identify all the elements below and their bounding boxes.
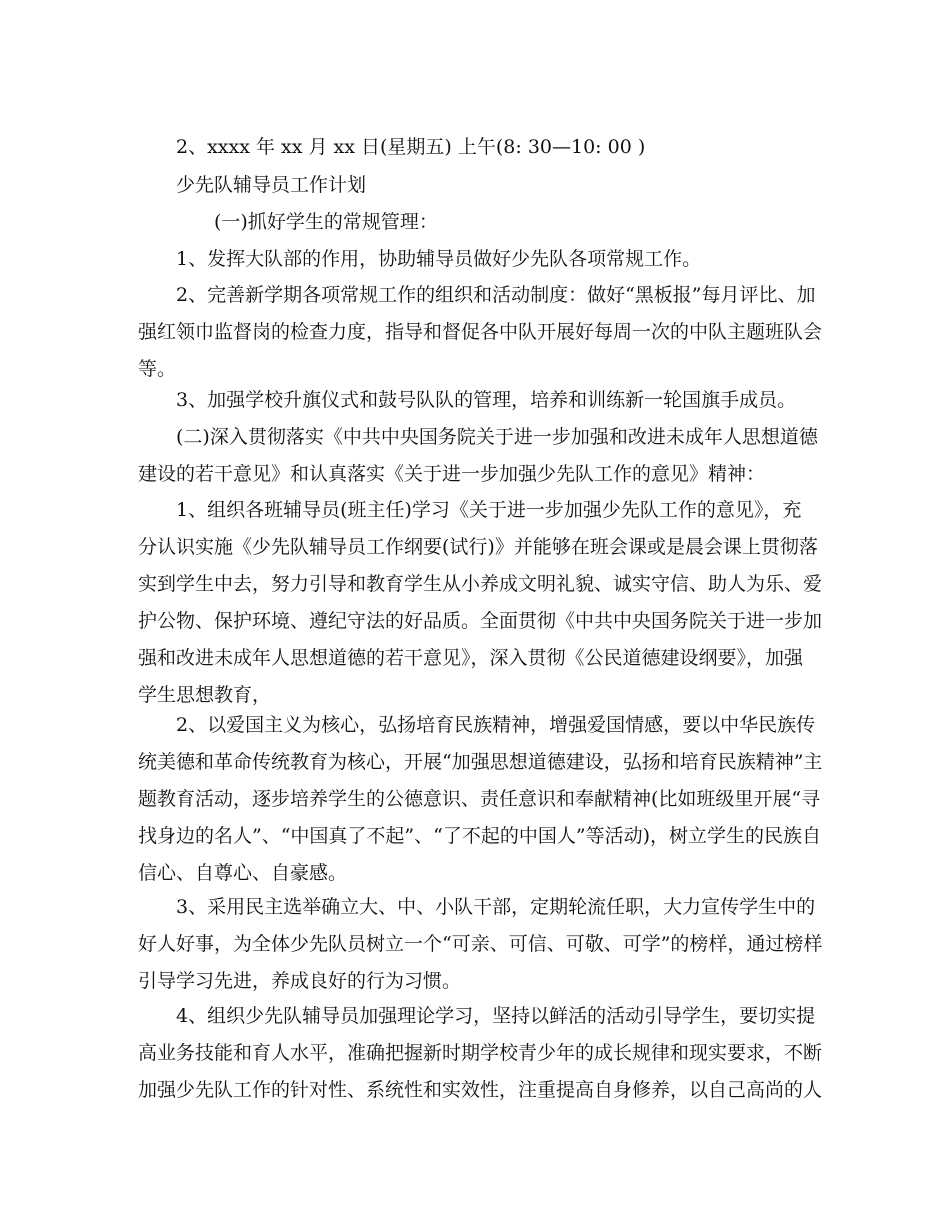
paragraph-section2-item-4 xyxy=(138,998,823,1109)
paragraph-section2-item-1 xyxy=(138,492,823,714)
text-line: 少先队辅导员工作计划 xyxy=(176,174,367,196)
text-line: 3、采用民主选举确立大、中、小队干部，定期轮流任职，大力宣传学生中的 xyxy=(176,896,816,918)
section-heading-2 xyxy=(138,419,818,493)
text-line: 分认识实施《少先队辅导员工作纲要(试行)》并能够在班会课或是晨会课上贯彻落 xyxy=(138,536,818,558)
text-line: 2、完善新学期各项常规工作的组织和活动制度：做好“黑板报”每月评比、加 xyxy=(176,284,816,306)
text-line: 统美德和革命传统教育为核心，开展“加强思想道德建设，弘扬和培育民族精神”主 xyxy=(138,751,823,773)
text-line: 等。 xyxy=(138,358,177,380)
text-line: (二)深入贯彻落实《中共中央国务院关于进一步加强和改进未成年人思想道德 xyxy=(176,426,818,448)
text-line: 题教育活动，逐步培养学生的公德意识、责任意识和奉献精神(比如班级里开展“寻 xyxy=(138,788,821,810)
text-line: 引导学习先进，养成良好的行为习惯。 xyxy=(138,970,462,992)
text-line: 强红领巾监督岗的检查力度，指导和督促各中队开展好每周一次的中队主题班队会 xyxy=(138,321,823,343)
text-line: 信心、自尊心、自豪感。 xyxy=(138,862,348,884)
text-line: 1、发挥大队部的作用，协助辅导员做好少先队各项常规工作。 xyxy=(176,248,702,270)
text-line: 实到学生中去，努力引导和教育学生从小养成文明礼貌、诚实守信、助人为乐、爱 xyxy=(138,573,823,595)
text-line: 高业务技能和育人水平，准确把握新时期学校青少年的成长规律和现实要求，不断 xyxy=(138,1042,823,1064)
text-line: (一)抓好学生的常规管理： xyxy=(214,211,438,233)
section-heading-1 xyxy=(138,204,818,241)
text-line: 2、xxxx 年 xx 月 xx 日(星期五) 上午(8: 30—10: 00 ) xyxy=(176,136,646,158)
paragraph-item-2 xyxy=(138,277,823,388)
paragraph-section2-item-2 xyxy=(138,707,823,892)
text-line: 找身边的名人”、“中国真了不起”、“了不起的中国人”等活动)，树立学生的民族自 xyxy=(138,825,821,847)
paragraph-section2-item-3 xyxy=(138,889,823,1000)
text-line: 1、组织各班辅导员(班主任)学习《关于进一步加强少先队工作的意见》，充 xyxy=(176,499,802,521)
text-line: 建设的若干意见》和认真落实《关于进一步加强少先队工作的意见》精神： xyxy=(138,463,766,485)
text-line: 2、以爱国主义为核心，弘扬培育民族精神，增强爱国情感，要以中华民族传 xyxy=(176,714,816,736)
text-line: 学生思想教育， xyxy=(138,684,272,706)
text-line: 4、组织少先队辅导员加强理论学习，坚持以鲜活的活动引导学生，要切实提 xyxy=(176,1005,816,1027)
paragraph-date xyxy=(138,129,818,166)
paragraph-item-1 xyxy=(138,241,818,278)
text-line: 3、加强学校升旗仪式和鼓号队队的管理，培养和训练新一轮国旗手成员。 xyxy=(176,389,797,411)
text-line: 加强少先队工作的针对性、系统性和实效性，注重提高自身修养，以自己高尚的人 xyxy=(138,1079,823,1101)
text-line: 护公物、保护环境、遵纪守法的好品质。全面贯彻《中共中央国务院关于进一步加 xyxy=(138,610,823,632)
text-line: 好人好事，为全体少先队员树立一个“可亲、可信、可敬、可学”的榜样，通过榜样 xyxy=(138,933,823,955)
paragraph-plan-title xyxy=(138,167,818,204)
text-line: 强和改进未成年人思想道德的若干意见》，深入贯彻《公民道德建设纲要》，加强 xyxy=(138,647,804,669)
paragraph-item-3 xyxy=(138,382,818,419)
